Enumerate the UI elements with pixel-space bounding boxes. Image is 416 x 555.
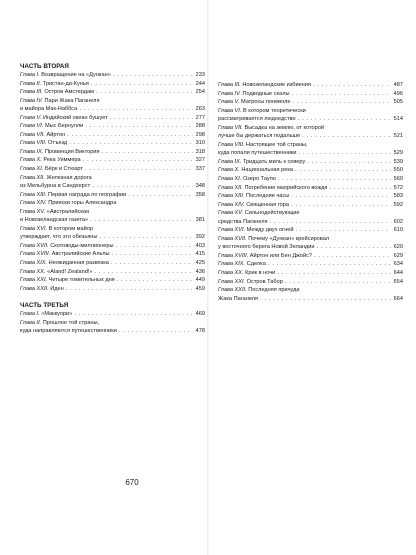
page-ref: 459 (195, 285, 205, 292)
toc-entry-row (20, 310, 205, 319)
chapter-label: Глава III. (20, 89, 43, 96)
toc-entry (20, 268, 205, 277)
page-ref: 550 (393, 167, 403, 174)
toc-entry-line (218, 141, 403, 150)
chapter-title (218, 201, 391, 210)
toc-entry (20, 97, 205, 114)
toc-entry-row (20, 268, 205, 277)
chapter-title-part: В котором майор (48, 225, 93, 232)
chapter-title (20, 250, 193, 259)
page-ref: 254 (195, 89, 205, 96)
chapter-label: Глава XIV. (20, 200, 47, 207)
toc-entry-row (218, 115, 403, 124)
toc-entry-line (20, 208, 205, 217)
toc-entry (20, 285, 205, 294)
chapter-title-text: Провинция Виктория (44, 148, 100, 155)
chapter-title-part: Настоящее той страны, (246, 141, 308, 148)
chapter-label: Глава I. (20, 311, 40, 318)
page-ref: 449 (195, 277, 205, 284)
book-spine (207, 0, 209, 555)
toc-entry-line (218, 235, 403, 244)
page-ref: 277 (195, 114, 205, 121)
page-number: 670 (125, 478, 139, 487)
page-ref: 602 (393, 218, 403, 225)
toc-entry (218, 81, 403, 90)
chapter-title (218, 115, 391, 124)
chapter-title (20, 148, 193, 157)
chapter-title-text: и Новозеландская газета» (20, 217, 89, 224)
toc-entry-line (20, 174, 205, 183)
toc-entry (218, 184, 403, 193)
chapter-title (20, 276, 193, 285)
toc-entry-row (218, 269, 403, 278)
toc-entry (20, 199, 205, 225)
page-ref: 529 (393, 150, 403, 157)
toc-entry-row (20, 114, 205, 123)
chapter-title (20, 131, 193, 140)
toc-entry-row (218, 81, 403, 90)
toc-entry-row (20, 191, 205, 200)
toc-entry-row (20, 233, 205, 242)
page-ref: 403 (195, 242, 205, 249)
toc-entry-row (20, 139, 205, 148)
toc-entry (218, 226, 403, 235)
page-ref: 521 (393, 133, 403, 140)
chapter-label: Глава XVIII. (20, 251, 51, 258)
part-two-title: ЧАСТЬ ВТОРАЯ (20, 63, 69, 70)
toc-entry-row (218, 175, 403, 184)
chapter-label: Глава III. (218, 82, 241, 88)
chapter-title (218, 90, 391, 99)
toc-entry-row (20, 156, 205, 165)
toc-entry-row (20, 250, 205, 259)
chapter-title-text: Первая награда по географии (48, 191, 127, 198)
page-ref: 348 (195, 183, 205, 190)
page-ref: 337 (195, 166, 205, 173)
toc-entry-line (218, 286, 403, 295)
chapter-title (20, 216, 193, 225)
chapter-label: Глава X. (218, 167, 240, 174)
right-page (218, 81, 403, 481)
chapter-label: Глава V. (20, 114, 42, 121)
toc-entry (218, 124, 403, 141)
page-ref: 583 (393, 193, 403, 200)
chapter-title (218, 175, 391, 184)
toc-entry (218, 90, 403, 99)
chapter-label: Глава IV. (218, 90, 241, 97)
toc-entry-row (20, 242, 205, 251)
chapter-title-text: Сделка (246, 261, 266, 268)
chapter-title (218, 166, 391, 175)
chapter-title-part: Железная дорога (46, 174, 92, 181)
toc-entry (218, 201, 403, 210)
chapter-title-text: Айртон (46, 131, 66, 138)
chapter-title (218, 158, 391, 167)
toc-entry (218, 158, 403, 167)
toc-entry-row (20, 259, 205, 268)
toc-entry (20, 259, 205, 268)
toc-entry (20, 71, 205, 80)
toc-entry (20, 310, 205, 319)
chapter-title (20, 165, 193, 174)
chapter-label: Глава XXII. (20, 285, 49, 292)
toc-entry-row (218, 90, 403, 99)
chapter-title-text: Жака Паганеля (218, 295, 259, 302)
chapter-title-text: Остров Амстердам (44, 89, 94, 96)
chapter-label: Глава II. (20, 319, 42, 326)
toc-entry-row (20, 327, 205, 336)
chapter-label: Глава XII. (218, 184, 243, 191)
toc-entry (218, 260, 403, 269)
chapter-label: Глава VI. (218, 107, 242, 114)
page-ref: 478 (195, 328, 205, 335)
part-three-title: ЧАСТЬ ТРЕТЬЯ (20, 302, 69, 310)
chapter-title-text: Последние часы (246, 193, 290, 200)
page-ref: 629 (393, 252, 403, 259)
chapter-title-text: Погребение маорийского вождя (244, 184, 328, 191)
chapter-title (218, 98, 391, 107)
toc-entry-row (218, 184, 403, 193)
toc-list-part-three-continued (218, 81, 403, 303)
page-ref: 327 (195, 157, 205, 164)
toc-entry (20, 131, 205, 140)
chapter-title-text: Тристан-да-Кунья (42, 80, 89, 87)
toc-entry (20, 250, 205, 259)
chapter-title-text: утверждает, что это обезьяны (20, 234, 98, 241)
chapter-title (20, 242, 193, 251)
chapter-title-text: Индийский океан бушует (42, 114, 108, 121)
page-ref: 664 (393, 295, 403, 302)
chapter-title (20, 139, 193, 148)
chapter-title-text: Мыс Бернулли (44, 123, 84, 130)
chapter-title (20, 191, 193, 200)
toc-entry (20, 122, 205, 131)
chapter-title-text: Иден (50, 285, 64, 292)
page-ref: 318 (195, 148, 205, 155)
chapter-title-text: Священная гора (246, 201, 290, 208)
page-ref: 288 (195, 123, 205, 130)
page-ref: 233 (195, 72, 205, 78)
page-ref: 496 (393, 90, 403, 97)
toc-entry (20, 242, 205, 251)
toc-entry (218, 98, 403, 107)
chapter-title (218, 132, 391, 141)
page-ref: 425 (195, 260, 205, 267)
chapter-title (218, 278, 391, 287)
chapter-title-text: Новозеландские избиения (242, 82, 311, 88)
chapter-title-part: Прииски горы Александра (48, 200, 117, 207)
toc-entry-row (20, 165, 205, 174)
chapter-label: Глава XV. (218, 210, 244, 217)
toc-entry-row (218, 243, 403, 252)
page-ref: 572 (393, 184, 403, 191)
chapter-title (20, 105, 193, 114)
toc-entry (20, 276, 205, 285)
toc-entry-row (20, 88, 205, 97)
chapter-label: Глава XX. (218, 270, 244, 277)
toc-entry (20, 80, 205, 89)
page-ref: 514 (393, 116, 403, 123)
toc-entry-row (20, 276, 205, 285)
page-ref: 644 (393, 270, 403, 277)
chapter-title-text: Национальная река (241, 167, 294, 174)
chapter-title-part: Глава XV. «Австралийская (20, 208, 90, 215)
chapter-label: Глава IX. (218, 158, 242, 165)
page-ref: 310 (195, 140, 205, 147)
chapter-title (218, 149, 391, 158)
chapter-title-text: Озеро Таупо (242, 176, 276, 183)
toc-entry (20, 225, 205, 242)
chapter-title (218, 260, 391, 269)
page-ref: 560 (393, 176, 403, 183)
chapter-title (218, 252, 391, 261)
toc-entry-row (218, 260, 403, 269)
toc-entry (218, 192, 403, 201)
page-ref: 505 (393, 99, 403, 106)
toc-entry-row (218, 226, 403, 235)
chapter-label: Глава XIX. (20, 260, 48, 267)
toc-entry (218, 141, 403, 158)
chapter-title (20, 156, 193, 165)
chapter-title-text: куда направляются путешественники (20, 328, 117, 335)
chapter-title-text: у восточного берега Новой Зеландии (218, 244, 315, 251)
chapter-title-text: средства Паганеля (218, 218, 268, 225)
chapter-title (218, 269, 391, 278)
toc-entry-row (20, 285, 205, 294)
page-ref: 358 (195, 191, 205, 198)
toc-entry-line (218, 209, 403, 218)
toc-entry-row (218, 252, 403, 261)
page-ref: 263 (195, 106, 205, 113)
toc-entry-row (20, 148, 205, 157)
chapter-title (218, 184, 391, 193)
chapter-label: Глава X. (20, 157, 42, 164)
chapter-label: Глава XVI. (20, 225, 48, 232)
chapter-title-part: В котором теоретически (242, 107, 306, 114)
toc-entry-row (218, 149, 403, 158)
chapter-title-part: Сильнодействующие (244, 210, 300, 217)
chapter-label: Глава IV. (20, 97, 43, 104)
chapter-label: Глава VII. (20, 131, 45, 138)
chapter-title-text: «Aland! Zealand!» (47, 268, 93, 275)
page-ref: 620 (393, 244, 403, 251)
chapter-title-text: Остров Табор (246, 278, 283, 285)
page-ref: 244 (195, 80, 205, 87)
toc-entry (20, 148, 205, 157)
page-ref: 298 (195, 131, 205, 138)
toc-entry-line (20, 199, 205, 208)
chapter-title-text: Бёрк и Стюарт (44, 166, 83, 173)
toc-entry-row (218, 98, 403, 107)
chapter-title (218, 192, 391, 201)
toc-entry (218, 175, 403, 184)
chapter-label: Глава XXI. (218, 278, 246, 285)
chapter-title (20, 122, 193, 131)
toc-entry-row (20, 71, 205, 80)
chapter-title (20, 88, 193, 97)
chapter-label: Глава XIV. (218, 201, 245, 208)
toc-entry (20, 319, 205, 336)
chapter-title (218, 226, 391, 235)
chapter-label: Глава XII. (20, 174, 45, 181)
chapter-label: Глава XIII. (218, 193, 245, 200)
chapter-title-text: Матросы поневоле (240, 99, 291, 106)
chapter-title (218, 243, 391, 252)
chapter-title-text: Между двух огней (246, 227, 294, 234)
chapter-label: Глава II. (20, 80, 42, 87)
chapter-label: Глава XVII. (218, 235, 247, 242)
chapter-title-text: лучше бы держаться подальше (218, 133, 301, 140)
chapter-title-text: Австралийские Альпы (51, 251, 110, 258)
chapter-title-text: Возвращение на «Дункан» (41, 72, 111, 78)
toc-entry-row (218, 201, 403, 210)
chapter-title-text: и майора Мак-Наббса (20, 106, 78, 113)
chapter-label: Глава XVI. (218, 227, 246, 234)
chapter-label: Глава VII. (218, 124, 243, 131)
toc-entry-row (218, 192, 403, 201)
chapter-label: Глава V. (218, 99, 240, 106)
toc-entry-row (20, 182, 205, 191)
chapter-label: Глава XVIII. (218, 252, 249, 259)
toc-entry (20, 114, 205, 123)
chapter-title-text: «Маккуори» (41, 311, 73, 318)
toc-entry-line (20, 319, 205, 328)
toc-entry (218, 252, 403, 261)
chapter-label: Глава VI. (20, 123, 44, 130)
chapter-title (218, 81, 391, 90)
chapter-label: Глава IX. (20, 148, 44, 155)
chapter-label: Глава XXII. (218, 287, 247, 294)
toc-entry-row (20, 105, 205, 114)
chapter-title (20, 233, 193, 242)
toc-entry (20, 156, 205, 165)
chapter-title-text: куда попали путешественники (218, 150, 297, 157)
toc-entry-row (218, 295, 403, 304)
chapter-label: Глава XI. (20, 166, 44, 173)
page-ref: 654 (393, 278, 403, 285)
toc-entry-line (20, 97, 205, 106)
chapter-title (20, 327, 193, 336)
toc-entry-row (20, 122, 205, 131)
toc-entry (218, 235, 403, 252)
page-ref: 415 (195, 251, 205, 258)
page-ref: 539 (393, 158, 403, 165)
chapter-label: Глава I. (20, 72, 40, 78)
toc-entry-line (20, 225, 205, 234)
chapter-title (20, 182, 193, 191)
page-ref: 487 (393, 82, 403, 88)
toc-entry (218, 278, 403, 287)
chapter-label: Глава XI. (218, 176, 242, 183)
chapter-title-part: Пари Жака Паганеля (44, 97, 100, 104)
chapter-label: Глава XXI. (20, 277, 48, 284)
toc-entry (20, 174, 205, 191)
chapter-title-part: Последняя причуда (248, 287, 300, 294)
chapter-title-part: Прошлое той страны, (42, 319, 100, 326)
chapter-label: Глава XIII. (20, 191, 47, 198)
chapter-title (20, 310, 193, 319)
toc-entry (218, 209, 403, 226)
page-ref: 610 (393, 227, 403, 234)
toc-entry (218, 107, 403, 124)
chapter-title-part: Почему «Дункан» крейсировал (248, 235, 330, 242)
toc-entry (218, 166, 403, 175)
chapter-title (20, 259, 193, 268)
toc-entry (20, 139, 205, 148)
toc-entry-row (218, 278, 403, 287)
page-ref: 592 (393, 201, 403, 208)
chapter-label: Глава VIII. (218, 141, 245, 148)
chapter-title (20, 71, 193, 80)
chapter-label: Глава XX. (20, 268, 46, 275)
chapter-title-text: Отъезд (48, 140, 68, 147)
chapter-title-text: Неожиданная развязка (48, 260, 109, 267)
chapter-title (20, 114, 193, 123)
chapter-title-text: Крик в ночи (245, 270, 276, 277)
chapter-title-text: из Мельбурна в Сандхерст (20, 183, 91, 190)
toc-entry-row (218, 166, 403, 175)
toc-entry (218, 269, 403, 278)
chapter-title-text: рассматривается людоедство (218, 116, 296, 123)
chapter-label: Глава XIX. (218, 261, 246, 268)
chapter-title-text: Подводные скалы (242, 90, 290, 97)
chapter-title (218, 295, 391, 304)
toc-entry-row (20, 80, 205, 89)
page-ref: 469 (195, 311, 205, 318)
toc-entry (20, 165, 205, 174)
chapter-title-text: Река Уиммера (43, 157, 81, 164)
toc-list-part-two (20, 71, 205, 293)
chapter-title-text: Тридцать миль к северу (242, 158, 306, 165)
chapter-title-text: Скотоводы-миллионеры (50, 242, 114, 249)
toc-entry-row (20, 131, 205, 140)
chapter-label: Глава VIII. (20, 140, 47, 147)
page-ref: 634 (393, 261, 403, 268)
chapter-title-text: Четыре томительных дня (48, 277, 115, 284)
page-ref: 436 (195, 268, 205, 275)
toc-entry-row (218, 158, 403, 167)
chapter-title (20, 80, 193, 89)
toc-entry (20, 88, 205, 97)
chapter-title-part: Высадка на землю, от которой (244, 124, 324, 131)
toc-entry-line (218, 124, 403, 133)
toc-entry-row (218, 132, 403, 141)
page-ref: 381 (195, 217, 205, 224)
toc-entry-line (218, 107, 403, 116)
left-page (20, 62, 205, 487)
toc-entry-row (20, 216, 205, 225)
chapter-title (20, 268, 193, 277)
chapter-title (20, 285, 193, 294)
chapter-title-text: Айртон или Бен Джойс? (249, 252, 313, 259)
toc-list-part-three (20, 310, 205, 336)
toc-entry-row (218, 218, 403, 227)
chapter-title (218, 218, 391, 227)
toc-entry (218, 286, 403, 303)
toc-entry (20, 191, 205, 200)
chapter-label: Глава XVII. (20, 242, 49, 249)
page-ref: 392 (195, 234, 205, 241)
